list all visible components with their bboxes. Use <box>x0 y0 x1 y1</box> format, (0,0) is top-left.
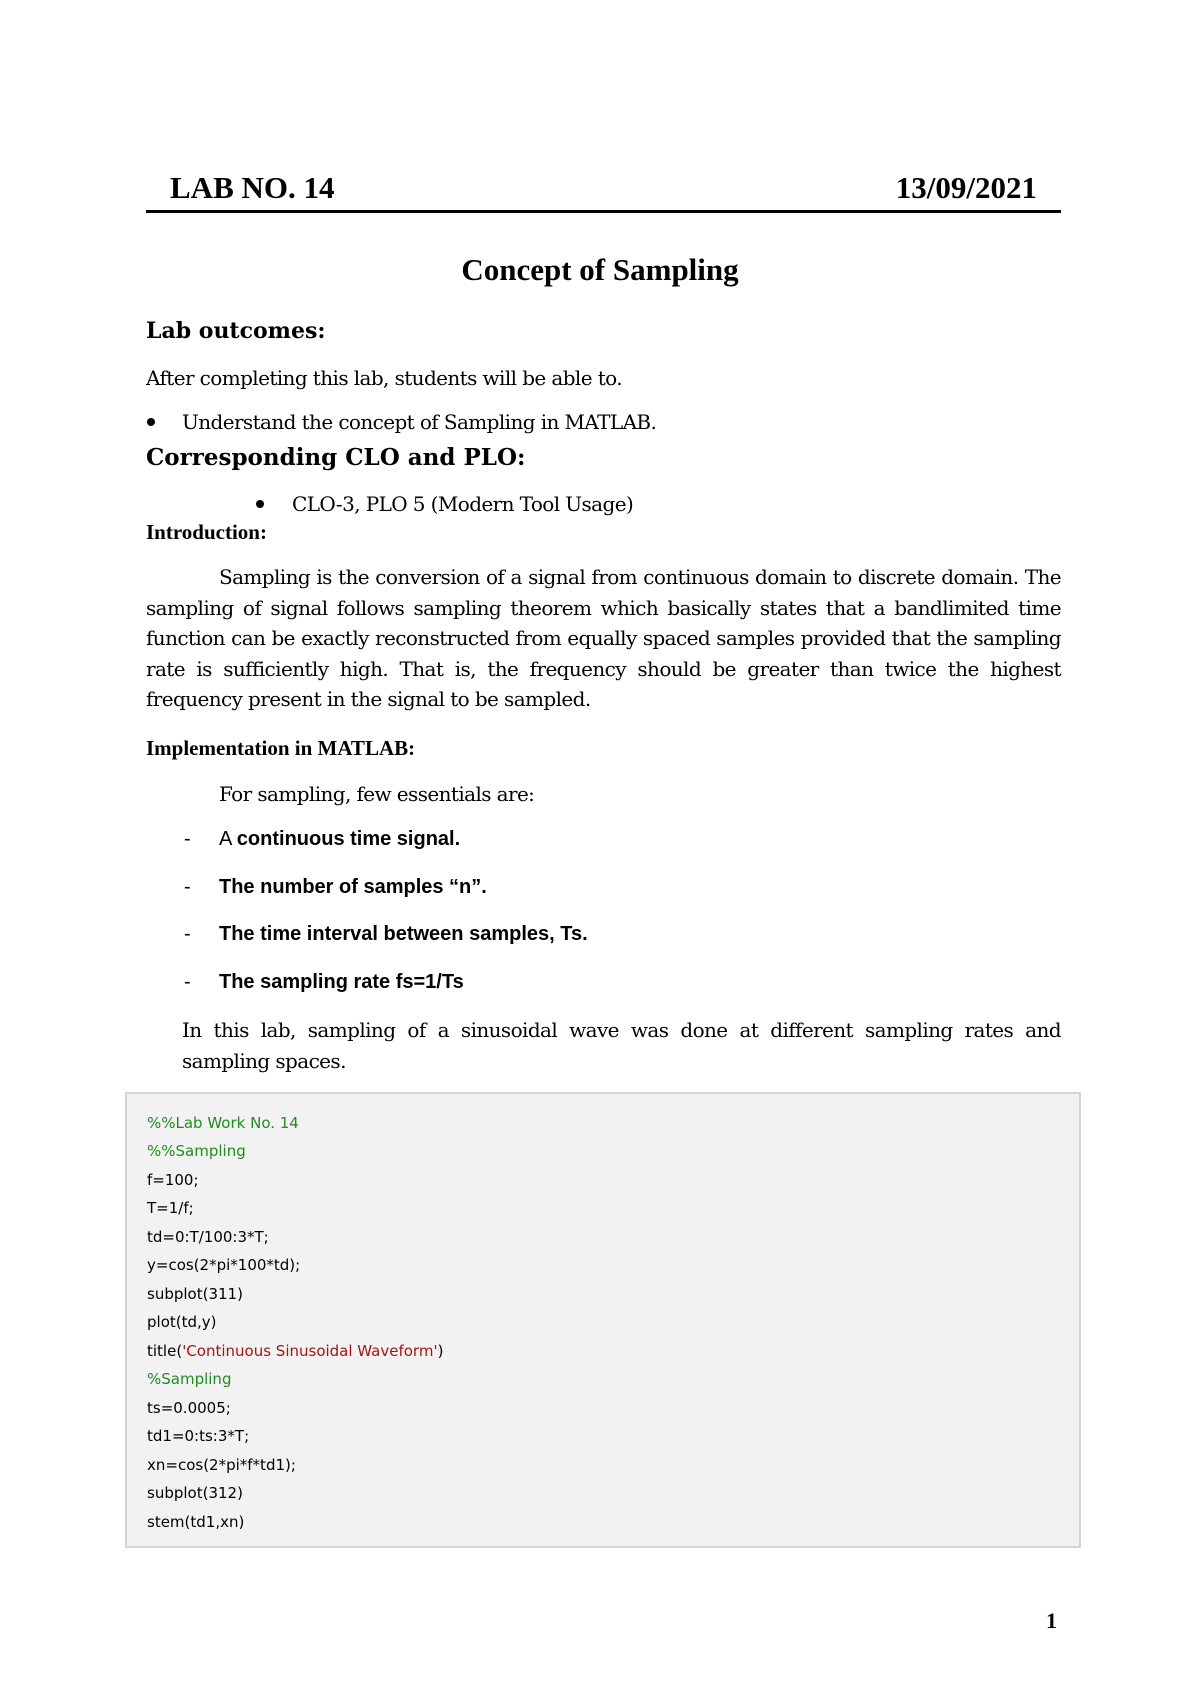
bullet-dot <box>256 500 264 508</box>
code-line: T=1/f; <box>147 1199 194 1217</box>
code-line: y=cos(2*pi*100*td); <box>147 1256 301 1274</box>
page-title: Concept of Sampling <box>461 252 739 287</box>
bullet-dot <box>147 418 155 426</box>
introduction-paragraph <box>146 562 1061 715</box>
essential-item: The sampling rate fs=1/Ts <box>219 971 464 993</box>
dash-marker: - <box>184 923 191 945</box>
implementation-heading: Implementation in MATLAB: <box>146 736 416 760</box>
code-line: subplot(312) <box>147 1484 243 1502</box>
outcome-bullet-text: Understand the concept of Sampling in MATLAB. <box>182 410 657 434</box>
clo-bullet-text: CLO-3, PLO 5 (Modern Tool Usage) <box>292 492 634 516</box>
clo-plo-heading: Corresponding CLO and PLO: <box>146 444 526 471</box>
code-line: %%Sampling <box>147 1142 246 1160</box>
code-line: ts=0.0005; <box>147 1399 231 1417</box>
lab-header <box>146 170 1061 213</box>
code-string: 'Continuous Sinusoidal Waveform' <box>182 1342 438 1360</box>
code-line: stem(td1,xn) <box>147 1513 245 1531</box>
code-line: xn=cos(2*pi*f*td1); <box>147 1456 296 1474</box>
code-line: td=0:T/100:3*T; <box>147 1228 269 1246</box>
code-line: plot(td,y) <box>147 1313 217 1331</box>
code-line: subplot(311) <box>147 1285 243 1303</box>
page-number: 1 <box>1046 1608 1057 1633</box>
essential-item: A continuous time signal. <box>219 828 461 850</box>
essential-item: The time interval between samples, Ts. <box>219 923 588 945</box>
lab-date: 13/09/2021 <box>895 170 1037 205</box>
dash-marker: - <box>184 971 191 993</box>
code-line: f=100; <box>147 1171 199 1189</box>
implementation-lead: For sampling, few essentials are: <box>219 782 535 806</box>
essential-item: The number of samples “n”. <box>219 876 487 898</box>
introduction-text: Sampling is the conversion of a signal from continuous domain to discrete domain. The sampling of signal follows sampling theorem which basically states that a bandlimited time function can be exactly reconstructed from equally spaced samples provided that the sampling rate is sufficiently high. That is, the frequency should be greater than twice the highest frequency present in the signal to be sampled. <box>146 565 1061 711</box>
outcomes-intro: After completing this lab, students will be able to. <box>146 366 622 390</box>
code-line: %%Lab Work No. 14 <box>147 1114 299 1132</box>
code-block <box>125 1092 1081 1548</box>
dash-marker: - <box>184 828 191 850</box>
dash-marker: - <box>184 876 191 898</box>
code-line: %Sampling <box>147 1370 232 1388</box>
introduction-heading: Introduction: <box>146 520 267 544</box>
code-line: title('Continuous Sinusoidal Waveform') <box>147 1342 444 1360</box>
lab-number: LAB NO. 14 <box>170 170 335 205</box>
closing-paragraph: In this lab, sampling of a sinusoidal wave was done at different sampling rates and sampling spaces. <box>182 1018 1061 1073</box>
lab-outcomes-heading: Lab outcomes: <box>146 318 326 344</box>
code-line: td1=0:ts:3*T; <box>147 1427 250 1445</box>
